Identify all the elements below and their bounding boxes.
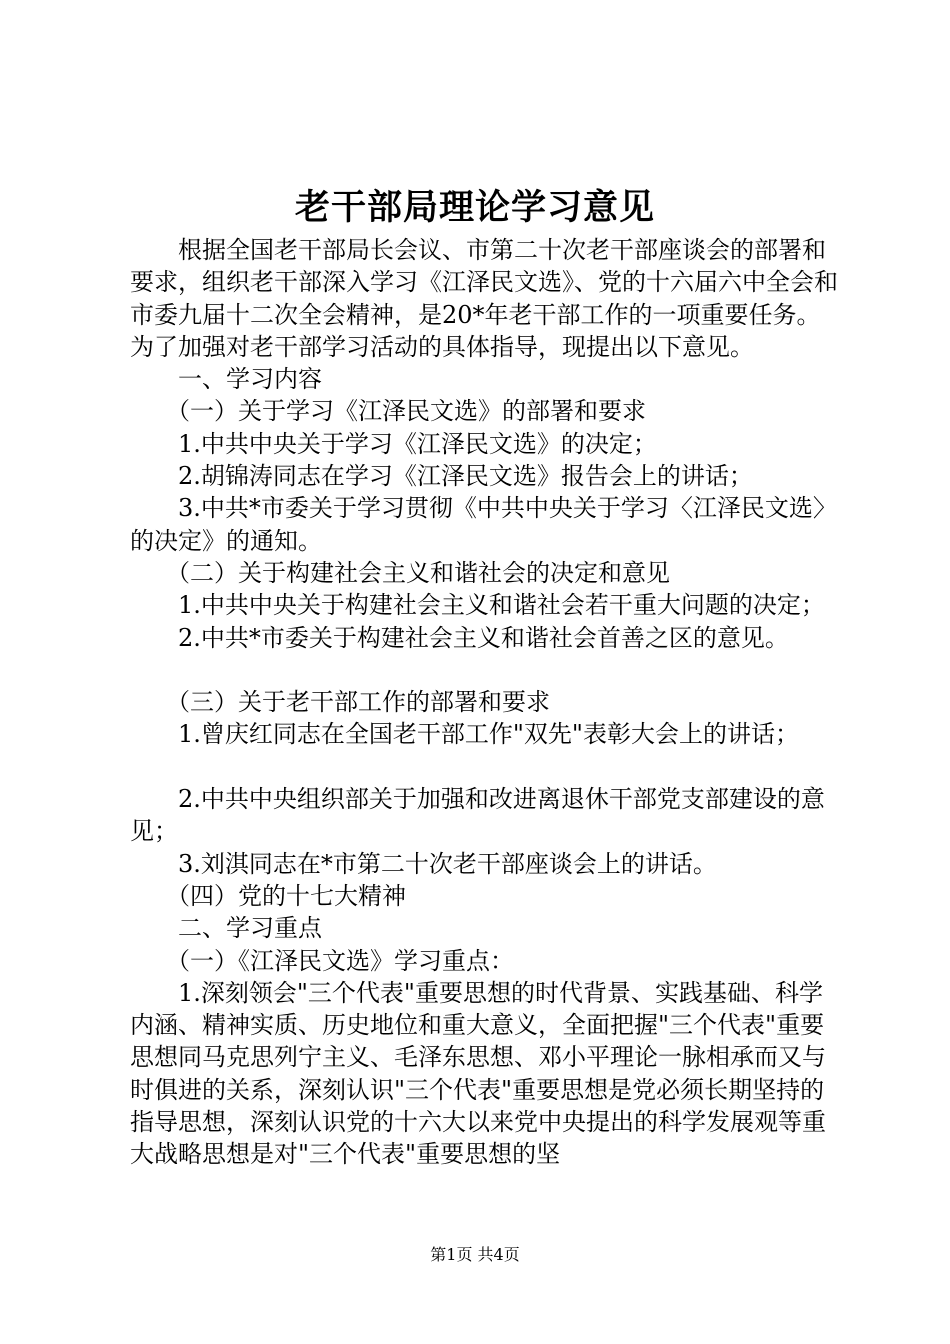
document-title: 老干部局理论学习意见 [294, 187, 655, 228]
subsection-heading: （一）《江泽民文选》学习重点： [166, 946, 514, 975]
list-item: 3.中共*市委关于学习贯彻《中共中央关于学习〈江泽民文选〉的决定》的通知。 [130, 494, 837, 555]
subsection-heading: （四）党的十七大精神 [166, 881, 406, 910]
subsection-heading: （一）关于学习《江泽民文选》的部署和要求 [166, 397, 646, 426]
intro-paragraph: 根据全国老干部局长会议、市第二十次老干部座谈会的部署和要求，组织老干部深入学习《江泽民文选》、党的十六届六中全会和市委九届十二次全会精神，是20*年老干部工作的一项重要任务。为了加强对老干部学习活动的具体指导，现提出以下意见。 [130, 236, 838, 361]
list-item: 3.刘淇同志在*市第二十次老干部座谈会上的讲话。 [178, 849, 717, 878]
list-item: 2.中共*市委关于构建社会主义和谐社会首善之区的意见。 [178, 623, 789, 652]
list-item: 2.胡锦涛同志在学习《江泽民文选》报告会上的讲话； [178, 462, 753, 491]
section-heading: 二、学习重点 [178, 914, 322, 943]
document-body [130, 234, 840, 1171]
list-item: 1.曾庆红同志在全国老干部工作"双先"表彰大会上的讲话； [178, 720, 799, 749]
list-item: 1.中共中央关于构建社会主义和谐社会若干重大问题的决定； [178, 591, 825, 620]
subsection-heading: （二）关于构建社会主义和谐社会的决定和意见 [166, 558, 670, 587]
list-item: 1.深刻领会"三个代表"重要思想的时代背景、实践基础、科学内涵、精神实质、历史地位和重大意义，全面把握"三个代表"重要思想同马克思列宁主义、毛泽东思想、邓小平理论一脉相承而又与时俱进的关系，深刻认识"三个代表"重要思想是党必须长期坚持的指导思想，深刻认识党的十六大以来党中央提出的科学发展观等重大战略思想是对"三个代表"重要思想的坚 [130, 978, 826, 1169]
blank-line [130, 751, 840, 783]
list-item: 1.中共中央关于学习《江泽民文选》的决定； [178, 429, 657, 458]
subsection-heading: （三）关于老干部工作的部署和要求 [166, 688, 550, 717]
list-item: 2.中共中央组织部关于加强和改进离退休干部党支部建设的意见； [130, 785, 825, 846]
blank-line [130, 654, 840, 686]
section-heading: 一、学习内容 [178, 365, 322, 394]
page-footer: 第1页 共4页 [430, 1245, 520, 1264]
